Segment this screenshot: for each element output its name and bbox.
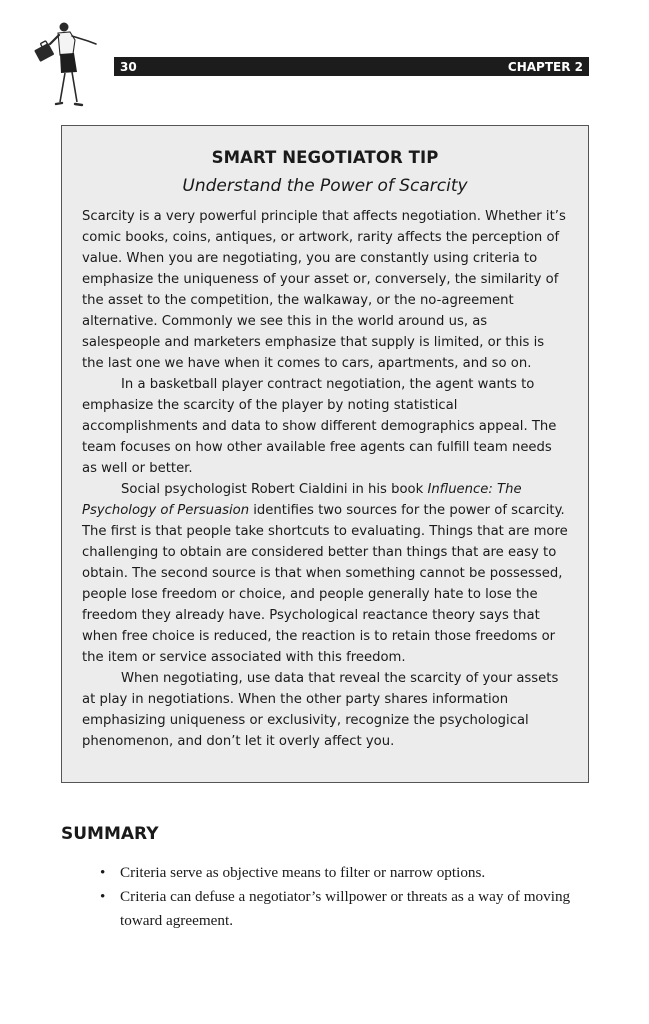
- summary-list: [100, 861, 595, 933]
- list-item: [100, 885, 595, 933]
- book-title: Influence: The Psychology of Persuasion: [82, 482, 522, 518]
- bullet-icon: •: [100, 864, 106, 881]
- tip-body: [82, 206, 568, 752]
- businesswoman-with-briefcase-icon: [30, 20, 108, 108]
- page-number: 30: [120, 59, 137, 74]
- tip-paragraph-4: When negotiating, use data that reveal the scarcity of your assets at play in negotiations. When the other party shares information emphasizing uniqueness or exclusivity, recognize the psychological phenomenon, and don’t let it overly affect you.: [82, 671, 559, 749]
- tip-paragraph-1: Scarcity is a very powerful principle that affects negotiation. Whether it’s comic books, coins, antiques, or artwork, rarity affects the perception of value. When you are negotiating, you are constantly using criteria to emphasize the uniqueness of your asset or, conversely, the similarity of the asset to the competition, the walkaway, or the no-agreement alternative. Commonly we see this in the world around us, as salespeople and marketers emphasize that supply is limited, or this is the last one we have when it comes to cars, apartments, and so on.: [82, 209, 566, 371]
- list-item: [100, 861, 595, 885]
- summary-item-text: Criteria serve as objective means to filter or narrow options.: [120, 864, 486, 881]
- tip-paragraph-3-end: identifies two sources for the power of scarcity. The first is that people take shortcuts to evaluating. Things that are more challenging to obtain are considered better than things that are easy to obtain. The second source is that when something cannot be possessed, people lose freedom or choice, and people generally hate to lose the freedom they already have. Psychological reactance theory says that when free choice is reduced, the reaction is to retain those freedoms or the item or service associated with this freedom.: [82, 503, 568, 665]
- tip-paragraph-2: In a basketball player contract negotiation, the agent wants to emphasize the scarcity of the player by noting statistical accomplishments and data to show different demographics appeal. The team focuses on how other available free agents can fulfill team needs as well or better.: [82, 377, 557, 476]
- tip-subtitle: Understand the Power of Scarcity: [182, 176, 468, 196]
- tip-sidebar-box: [61, 125, 589, 783]
- running-header: [114, 57, 589, 76]
- chapter-label: CHAPTER 2: [507, 59, 583, 74]
- tip-paragraph-3: [82, 479, 568, 668]
- tip-paragraph-3-start: Social psychologist Robert Cialdini in his book: [121, 482, 428, 497]
- summary-heading: SUMMARY: [61, 824, 159, 844]
- summary-item-text: Criteria can defuse a negotiator’s willpower or threats as a way of moving toward agreement.: [120, 888, 571, 929]
- bullet-icon: •: [100, 888, 106, 905]
- tip-heading: SMART NEGOTIATOR TIP: [211, 148, 439, 167]
